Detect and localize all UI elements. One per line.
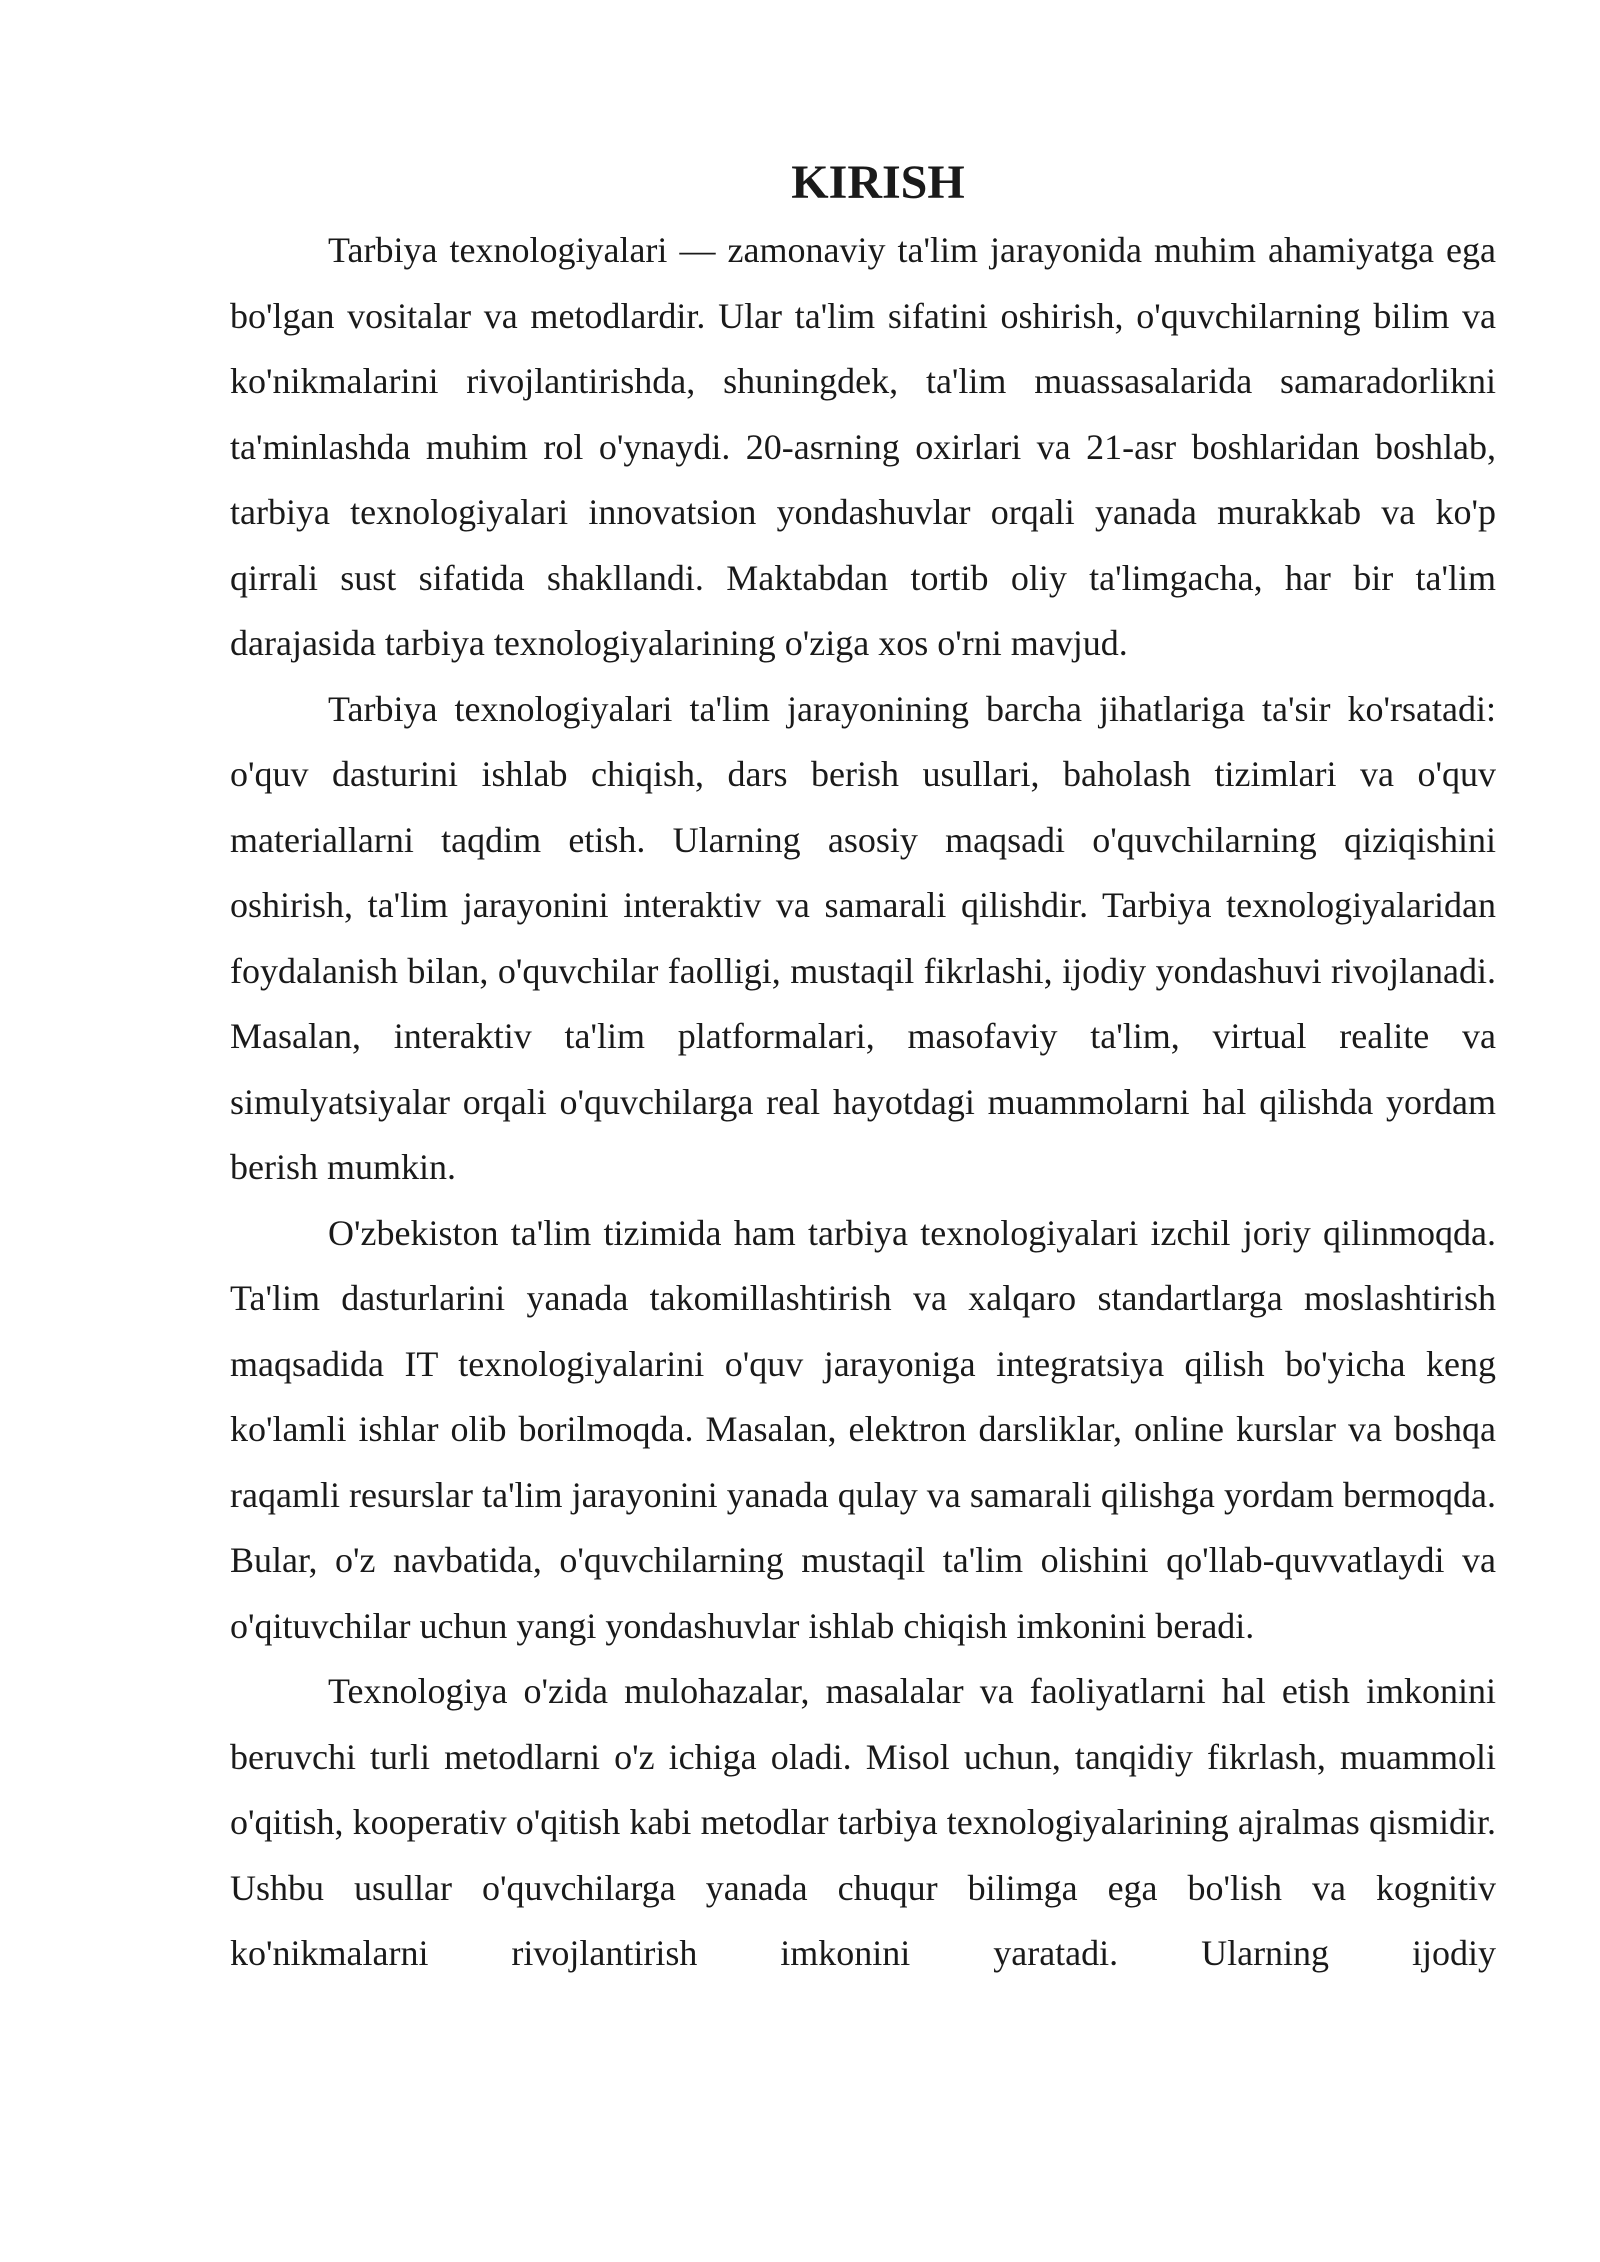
paragraph-1: Tarbiya texnologiyalari — zamonaviy ta'lim jarayonida muhim ahamiyatga ega bo'lgan vositalar va metodlardir. Ular ta'lim sifatini oshirish, o'quvchilarning bilim va ko'nikmalarini rivojlantirishda, shuningdek, ta'lim muassasalarida samaradorlikni ta'minlashda muhim rol o'ynaydi. 20-asrning oxirlari va 21-asr boshlaridan boshlab, tarbiya texnologiyalari innovatsion yondashuvlar orqali yanada murakkab va ko'p qirrali sust sifatida shakllandi. Maktabdan tortib oliy ta'limgacha, har bir ta'lim darajasida tarbiya texnologiyalarining o'ziga xos o'rni mavjud. <box>230 230 1496 663</box>
page-title: KIRISH <box>791 156 965 209</box>
paragraph-4: Texnologiya o'zida mulohazalar, masalalar va faoliyatlarni hal etish imkonini beruvchi turli metodlarni o'z ichiga oladi. Misol uchun, tanqidiy fikrlash, muammoli o'qitish, kooperativ o'qitish kabi metodlar tarbiya texnologiyalarining ajralmas qismidir. Ushbu usullar o'quvchilarga yanada chuqur bilimga ega bo'lish va kognitiv ko'nikmalarni rivojlantirish imkonini yaratadi. Ularning ijodiy <box>230 1671 1496 1973</box>
document-page <box>230 150 1496 1987</box>
paragraph-2: Tarbiya texnologiyalari ta'lim jarayonining barcha jihatlariga ta'sir ko'rsatadi: o'quv dasturini ishlab chiqish, dars berish usullari, baholash tizimlari va o'quv materiallarni taqdim etish. Ularning asosiy maqsadi o'quvchilarning qiziqishini oshirish, ta'lim jarayonini interaktiv va samarali qilishdir. Tarbiya texnologiyalaridan foydalanish bilan, o'quvchilar faolligi, mustaqil fikrlashi, ijodiy yondashuvi rivojlanadi. Masalan, interaktiv ta'lim platformalari, masofaviy ta'lim, virtual realite va simulyatsiyalar orqali o'quvchilarga real hayotdagi muammolarni hal qilishda yordam berish mumkin. <box>230 688 1496 1187</box>
paragraph-3: O'zbekiston ta'lim tizimida ham tarbiya texnologiyalari izchil joriy qilinmoqda. Ta'lim dasturlarini yanada takomillashtirish va xalqaro standartlarga moslashtirish maqsadida IT texnologiyalarini o'quv jarayoniga integratsiya qilish bo'yicha keng ko'lamli ishlar olib borilmoqda. Masalan, elektron darsliklar, online kurslar va boshqa raqamli resurslar ta'lim jarayonini yanada qulay va samarali qilishga yordam bermoqda. Bular, o'z navbatida, o'quvchilarning mustaqil ta'lim olishini qo'llab-quvvatlaydi va o'qituvchilar uchun yangi yondashuvlar ishlab chiqish imkonini beradi. <box>230 1212 1496 1646</box>
